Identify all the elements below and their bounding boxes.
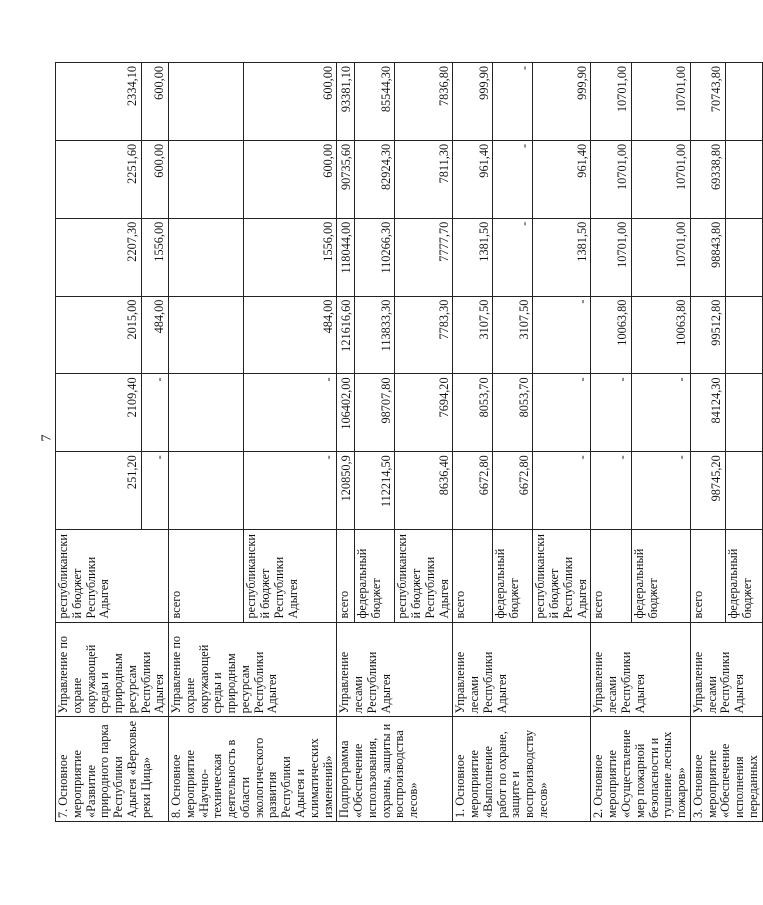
value-cell: 10701,00: [591, 218, 632, 296]
value-cell: -: [632, 452, 691, 530]
value-cell: 2251,60: [56, 140, 142, 218]
value-cell: 70743,80: [690, 63, 725, 141]
value-cell: -: [591, 374, 632, 452]
value-cell: 112214,50: [355, 452, 395, 530]
value-cell: 2109,40: [56, 374, 142, 452]
value-cell: 93381,10: [337, 63, 355, 141]
value-cell: -: [141, 452, 169, 530]
value-cell: 961,40: [453, 140, 493, 218]
value-cell: 1556,00: [141, 218, 169, 296]
executor-cell: Управление лесами Республики Адыгея: [337, 622, 453, 717]
value-cell: -: [533, 374, 591, 452]
value-cell: -: [533, 296, 591, 374]
value-cell: -: [493, 63, 533, 141]
source-cell: всего: [337, 530, 355, 622]
source-cell: федеральный бюджет: [355, 530, 395, 622]
value-cell: 7836,80: [395, 63, 453, 141]
value-cell: [725, 218, 762, 296]
executor-cell: Управление лесами Республики Адыгея: [453, 622, 591, 717]
value-cell: 99512,80: [690, 296, 725, 374]
value-cell: 999,90: [533, 63, 591, 141]
table-row: [591, 63, 632, 822]
source-cell: республиканский бюджет Республики Адыгея: [533, 530, 591, 622]
value-cell: [169, 218, 244, 296]
value-cell: -: [244, 374, 337, 452]
value-cell: 98707,80: [355, 374, 395, 452]
value-cell: 90735,60: [337, 140, 355, 218]
value-cell: -: [632, 374, 691, 452]
value-cell: 10063,80: [632, 296, 691, 374]
value-cell: 1556,00: [244, 218, 337, 296]
value-cell: [169, 452, 244, 530]
value-cell: 484,00: [141, 296, 169, 374]
value-cell: [725, 374, 762, 452]
value-cell: 600,00: [244, 140, 337, 218]
value-cell: 600,00: [244, 63, 337, 141]
executor-cell: Управление лесами Республики Адыгея: [591, 622, 690, 717]
value-cell: 7811,30: [395, 140, 453, 218]
value-cell: [169, 374, 244, 452]
source-cell: республиканский бюджет Республики Адыгея: [395, 530, 453, 622]
value-cell: -: [533, 452, 591, 530]
value-cell: 3107,50: [493, 296, 533, 374]
value-cell: 2334,10: [56, 63, 142, 141]
source-cell: республиканский бюджет Республики Адыгея: [56, 530, 169, 622]
value-cell: 7777,70: [395, 218, 453, 296]
value-cell: 10701,00: [632, 140, 691, 218]
executor-cell: Управление по охране окружающей среды и природным ресурсам Республики Адыгея: [169, 622, 337, 717]
table-row: [690, 63, 725, 822]
source-cell: федеральный бюджет: [632, 530, 691, 622]
value-cell: [725, 452, 762, 530]
value-cell: 6672,80: [493, 452, 533, 530]
page-number: 7: [39, 434, 55, 442]
value-cell: 7694,20: [395, 374, 453, 452]
name-cell: 8. Основное мероприятие «Научно-техническая деятельность в области экологического развития Республики Адыгея и климатических изменений»: [169, 717, 337, 822]
value-cell: [169, 296, 244, 374]
value-cell: [169, 63, 244, 141]
name-cell: Подпрограмма «Обеспечение использования, охраны, защиты и воспроизводства лесов»: [337, 717, 453, 822]
value-cell: -: [591, 452, 632, 530]
value-cell: 961,40: [533, 140, 591, 218]
value-cell: 6672,80: [453, 452, 493, 530]
value-cell: 600,00: [141, 63, 169, 141]
name-cell: 3. Основное мероприятие «Обеспечение исполнения переданных: [690, 717, 762, 822]
value-cell: 600,00: [141, 140, 169, 218]
value-cell: -: [493, 218, 533, 296]
source-cell: всего: [453, 530, 493, 622]
value-cell: [725, 296, 762, 374]
name-cell: 2. Основное мероприятие «Осуществление мер пожарной безопасности и тушение лесных пожаров»: [591, 717, 690, 822]
value-cell: 10063,80: [591, 296, 632, 374]
source-cell: федеральный бюджет: [725, 530, 762, 622]
value-cell: 484,00: [244, 296, 337, 374]
value-cell: 8053,70: [493, 374, 533, 452]
value-cell: 10701,00: [591, 63, 632, 141]
value-cell: 10701,00: [591, 140, 632, 218]
value-cell: -: [244, 452, 337, 530]
value-cell: 106402,00: [337, 374, 355, 452]
value-cell: 98843,80: [690, 218, 725, 296]
value-cell: 2015,00: [56, 296, 142, 374]
table-row: [56, 63, 142, 822]
value-cell: 110266,30: [355, 218, 395, 296]
name-cell: 7. Основное мероприятие «Развитие природного парка Республики Адыгея «Верховье реки Цица»: [56, 717, 169, 822]
source-cell: всего: [591, 530, 632, 622]
value-cell: 251,20: [56, 452, 142, 530]
executor-cell: Управление лесами Республики Адыгея: [690, 622, 762, 717]
source-cell: республиканский бюджет Республики Адыгея: [244, 530, 337, 622]
value-cell: 10701,00: [632, 218, 691, 296]
value-cell: 8636,40: [395, 452, 453, 530]
value-cell: [725, 63, 762, 141]
value-cell: 7783,30: [395, 296, 453, 374]
value-cell: 98745,20: [690, 452, 725, 530]
value-cell: -: [141, 374, 169, 452]
value-cell: [169, 140, 244, 218]
value-cell: 82924,30: [355, 140, 395, 218]
name-cell: 1. Основное мероприятие «Выполнение работ по охране, защите и воспроизводству лесов»: [453, 717, 591, 822]
table-row: [453, 63, 493, 822]
value-cell: [725, 140, 762, 218]
value-cell: 3107,50: [453, 296, 493, 374]
value-cell: 121616,60: [337, 296, 355, 374]
table-row: [337, 63, 355, 822]
rotated-table-sheet: [55, 62, 760, 822]
value-cell: 120850,9: [337, 452, 355, 530]
value-cell: 84124,30: [690, 374, 725, 452]
value-cell: 1381,50: [453, 218, 493, 296]
value-cell: 113833,30: [355, 296, 395, 374]
value-cell: 69338,80: [690, 140, 725, 218]
source-cell: всего: [169, 530, 244, 622]
value-cell: 999,90: [453, 63, 493, 141]
table-row: [169, 63, 244, 822]
value-cell: -: [493, 140, 533, 218]
source-cell: всего: [690, 530, 725, 622]
value-cell: 118044,00: [337, 218, 355, 296]
executor-cell: Управление по охране окружающей среды и природным ресурсам Республики Адыгея: [56, 622, 169, 717]
value-cell: 2207,30: [56, 218, 142, 296]
value-cell: 10701,00: [632, 63, 691, 141]
source-cell: федеральный бюджет: [493, 530, 533, 622]
value-cell: 1381,50: [533, 218, 591, 296]
value-cell: 85544,30: [355, 63, 395, 141]
budget-table: [55, 62, 763, 822]
value-cell: 8053,70: [453, 374, 493, 452]
